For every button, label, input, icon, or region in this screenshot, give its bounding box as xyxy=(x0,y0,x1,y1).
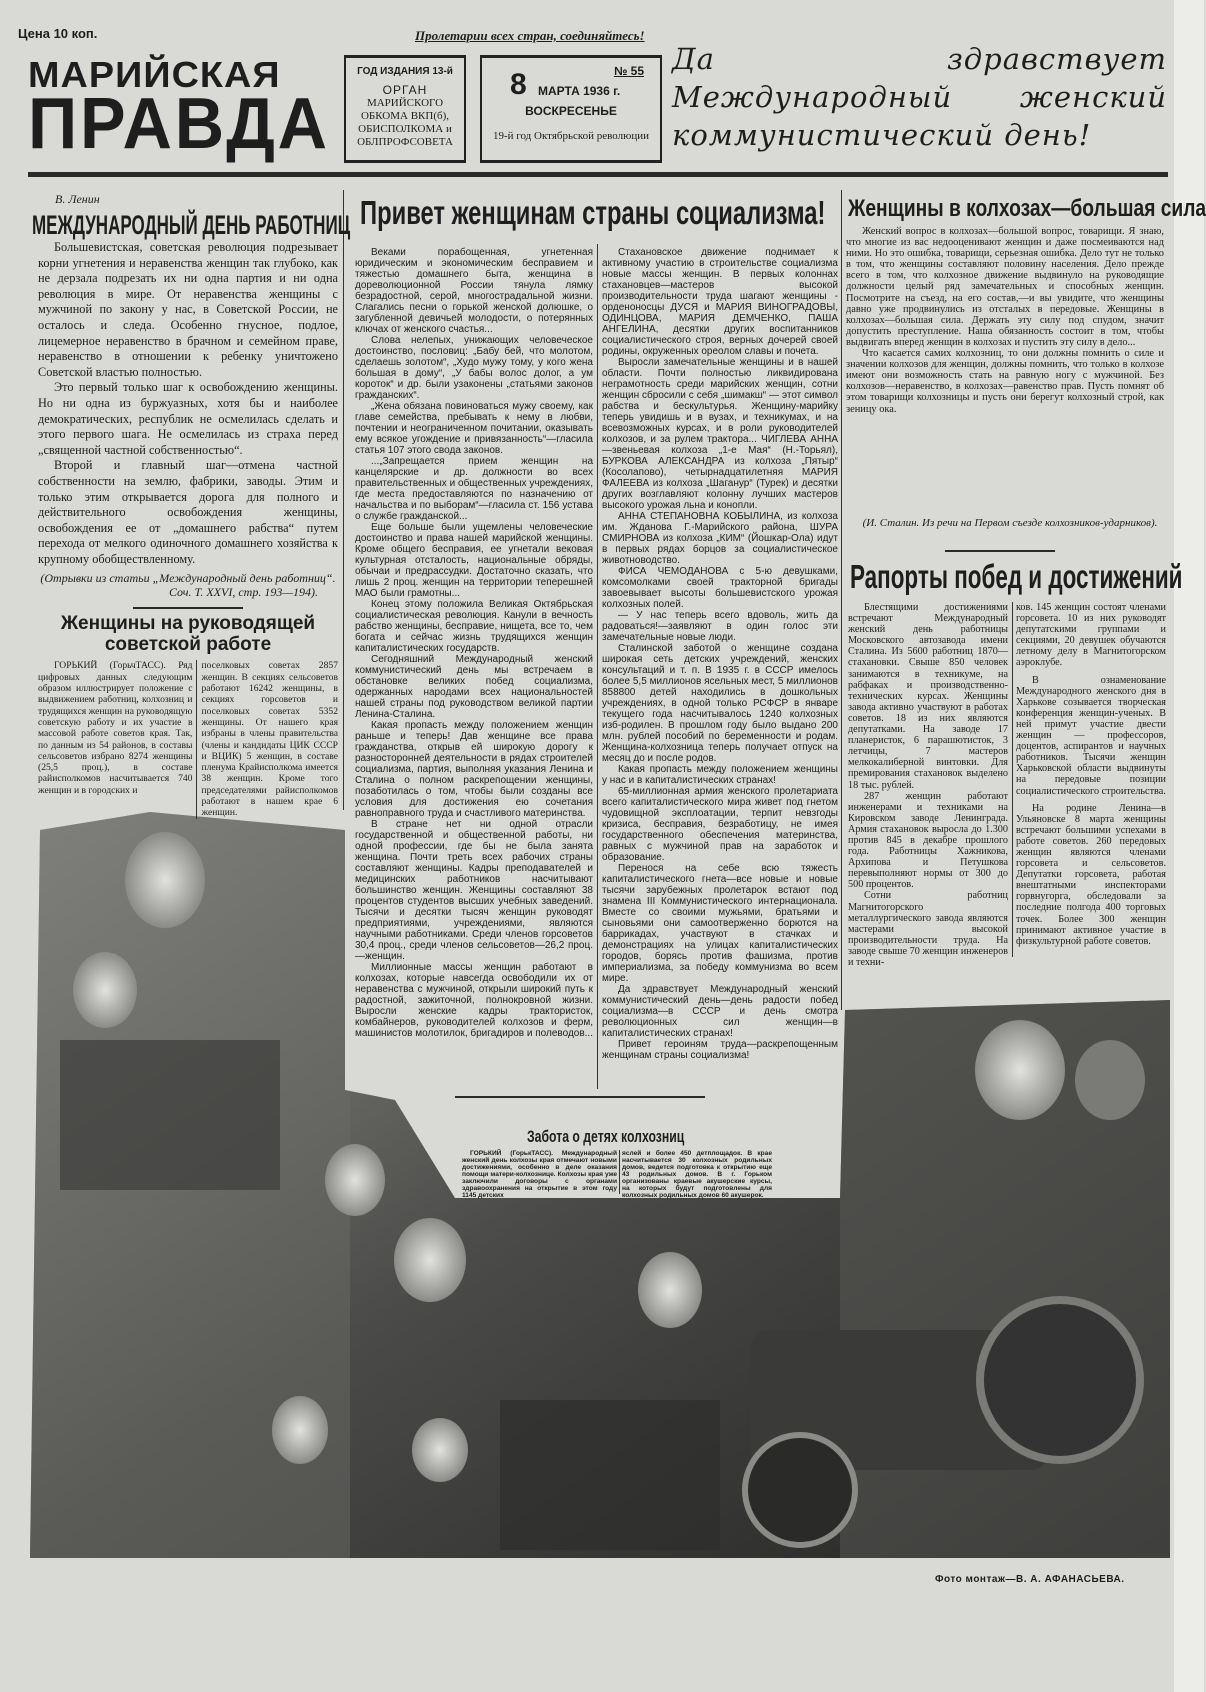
column-divider xyxy=(1012,602,1013,957)
paragraph: В ознаменование Международного женского дня в Харькове созывается творческая конференция женщин-ученых. В ней примут участие двести женщин — профессоров, доцентов, аспирантов и научных работников. Тысячи женщин Харьковской области выдвинуты на передовые позиции социалистического строительства. xyxy=(1016,674,1166,797)
paragraph: Какая пропасть между положением женщин раньше и теперь! Дав женщине все права гражданства, открыв ей широкую дорогу к разносторонней деятельности в рядах строителей социализма, партия, выполняя указания Ленина и Сталина о полном раскрепощении женщины, позаботилась о том, чтобы были созданы все условия для достижения ею сочетания равноправного труда и счастливого материнства. xyxy=(355,720,593,819)
column-divider xyxy=(343,190,344,810)
photo-credit: Фото монтаж—В. А. АФАНАСЬЕВА. xyxy=(935,1574,1125,1585)
divider xyxy=(455,1096,705,1098)
children-article-col1 xyxy=(462,1150,617,1199)
paragraph: АННА СТЕПАНОВНА КОБЫЛИНА, из колхоза им. Жданова Г.-Марийского района, ШУРА СМИРНОВА из колхоза „КИМ“ (Йошкар-Ола) идут в первых рядах борцов за социалистическое животноводство. xyxy=(602,511,838,566)
paragraph: Сегодняшний Международный женский коммунистический день мы встречаем в обстановке великих побед социализма, одержанных народами всех национальностей нашей страны под руководством великой партии Ленина-Сталина. xyxy=(355,654,593,720)
leaders-article-col1 xyxy=(38,660,197,818)
paragraph: Перенося на себе всю тяжесть капиталистического гнета—все новые и новые тысячи зарубежных пролетарок встают под знамена III Коммунистического интернационала. Вместе со своими мужьями, братьями и сыновьями они самоотверженно борются на баррикадах, участвуют в стачках и демонстрациях на улицах капиталистических городов, борясь против фашизма, против империализма, за победу коммунизма во всем мире. xyxy=(602,863,838,984)
masthead-bottom: ПРАВДА xyxy=(28,84,330,164)
year-of-issue: ГОД ИЗДАНИЯ 13-й xyxy=(357,66,453,77)
divider xyxy=(945,550,1055,552)
price: Цена 10 коп. xyxy=(18,26,98,41)
paragraph: Да здравствует Международный женский коммунистический день—день радости побед социализма—в СССР и день смотра революционных сил женщин—в капиталистических странах! xyxy=(602,984,838,1039)
greeting-article-col2 xyxy=(602,247,838,1089)
article-author: В. Ленин xyxy=(55,192,100,206)
children-article-col2 xyxy=(622,1150,772,1199)
lenin-article-title: МЕЖДУНАРОДНЫЙ ДЕНЬ РАБОТНИЦ xyxy=(32,210,351,240)
weekday: ВОСКРЕСЕНЬЕ xyxy=(525,104,617,118)
organ-line: ОБКОМА ВКП(б), xyxy=(360,110,450,122)
paragraph: Выросли замечательные женщины и в нашей области. Почти полностью ликвидирована неграмотность среди марийских женщин, сотни женщин сбросили с себя „шимакш“ — этот символ рабства и бескультурья. Женщину-марийку теперь увидишь и в вузах, и техникумах, и на всевозможных курсах, и в роли руководителей колхозов, и за рулем трактора... ЧИГЛЕВА АННА—звеньевая колхоза „1-е Мая“ (Н.-Торьял), БУРКОВА АЛЕКСАНДРА из колхоза „Пятыр“ (Косолапово), четырнадцатилетняя МАРИЯ ФАЛЕЕВА из колхоза „Шаганур“ (Турек) и десятки других возглавляют колонну лучших мастеров высокого урожая льна и конопли. xyxy=(602,357,838,511)
organ-line: ОБЛПРОФСОВЕТА xyxy=(357,136,453,148)
stalin-citation: (И. Сталин. Из речи на Первом съезде колхозников-ударников). xyxy=(862,517,1158,529)
header-slogan: Да здравствует Международный женский коммунистический день! xyxy=(672,42,1167,152)
paragraph: „Жена обязана повиноваться мужу своему, как главе семейства, пребывать к нему в любви, почтении и неограниченном почитании, оказывать ему всякое угождение и привязанность“—гласила статья 107 этого свода законов. xyxy=(355,401,593,456)
paragraph: ФИСА ЧЕМОДАНОВА с 5-ю девушками, комсомолками своей тракторной бригады завоевывает высоты большевистского урожая колхозных полей. xyxy=(602,566,838,610)
title-line: советской работе xyxy=(104,634,272,656)
reports-article-col2 xyxy=(1016,602,1166,957)
citation-line: Соч. Т. XXVI, стр. 193—194). xyxy=(168,585,318,600)
paragraph: В стране нет ни одной отрасли государственной и общественной работы, ни одной профессии, где бы не была занята женщина. Почти треть всех рабочих страны составляют женщины. Кадры преподавателей и медицинских работников насчитывают большинство женщин. Женщины составляют 38 процентов студентов высших учебных заведений. Тысячи и десятки тысяч женщин руководят предприятиями, учреждениями, являются научными работниками. Среди членов горсоветов 30,4 проц., среди членов сельсоветов—26,2 проц.—женщин. xyxy=(355,819,593,962)
organ-line: ОРГАН xyxy=(382,83,428,97)
greeting-article-col1 xyxy=(355,247,593,1089)
paragraph: ...„Запрещается прием женщин на канцелярские и др. должности во всех правительственных и общественных учреждениях, где места предоставляются по назначению от начальства и по выборам“—гласила ст. 156 устава о службе гражданской... xyxy=(355,456,593,522)
paragraph: Какая пропасть между положением женщины у нас и в капиталистических странах! xyxy=(602,764,838,786)
lenin-article-body xyxy=(38,240,338,567)
paragraph: Сталинской заботой о женщине создана широкая сеть детских учреждений, женских консультаций и т. п. В 1935 г. в СССР имелось более 5,5 миллионов ясельных мест, 5 миллионов 858800 детей находились в дошкольных учреждениях, в одной только РСФСР в январе текущего года насчитывалось 1240 колхозных изб-родилен. В прошлом году было выдано 200 млн. рублей пособий по беременности и родам. Женщина-колхозница теперь получает отпуск на месяц до и после родов. xyxy=(602,643,838,764)
paragraph: Веками порабощенная, угнетенная юридическим и экономическим бесправием и тяжестью домашнего быта, женщина в дореволюционной России тянула лямку безрадостной, серой, многострадальной жизни. Слагались песни о горькой женской долюшке, о загубленной девичьей молодости, о потерянных ключах от женского счастья... xyxy=(355,247,593,335)
greeting-article-title: Привет женщинам страны социализма! xyxy=(360,194,826,231)
children-article-title: Забота о детях колхозниц xyxy=(527,1127,685,1146)
paragraph: ГОРЬКИЙ (ГорьчТАСС). Ряд цифровых данных следующим образом иллюстрирует положение с выдвижением работниц, колхозниц и трудящихся женщин на руководящую советскую работу и их участие в массовой работе советов края. Так, по данным из 54 районов, в составы сельсоветов избрано 8274 женщины (25,5 проц.), в составе райисполкомов насчитывается 740 женщин и в городских и xyxy=(38,660,193,796)
left-column xyxy=(32,192,351,819)
paragraph: Сотни работниц Магнитогорского металлургического завода являются мастерами высокой производительности труда. На заводе свыше 70 женщин инженеров и техни- xyxy=(848,890,1008,968)
paragraph: Большевистская, советская революция подрезывает корни угнетения и неравенства женщин так глубоко, как не дерзала подрезать их ни одна партия и ни одна революция в мире. От неравенства женщины с мужчиной по закону у нас, в Советской России, не осталось и следа. Особенно гнусное, подлое, лицемерное неравенство в брачном и семейном праве, неравенство в отношении к ребенку уничтожено Советской властью полностью. xyxy=(38,240,338,379)
revolution-year: 19-й год Октябрьской революции xyxy=(492,130,650,142)
leaders-article-title xyxy=(38,613,338,655)
paragraph: Женский вопрос в колхозах—большой вопрос, товарищи. Я знаю, что многие из вас недооценивают женщин и даже посмеиваются над ними. Но это ошибка, товарищи, серьезная ошибка. Дело тут не только в том, что женщины составляют половину населения. Дело прежде всего в том, что колхозное движение выдвинуло на руководящие должности целый ряд замечательных и способных женщин. Посмотрите на съезд, на его состав,—и вы увидите, что женщины давно уже продвинулись из отсталых в передовые. Женщины в колхозах—большая сила. Держать эту силу под спудом, значит допустить преступление. Наша обязанность состоит в том, чтобы выдвигать вперед женщин в колхозах и пустить эту силу в дело... xyxy=(846,226,1164,348)
paragraph: ГОРЬКИЙ (ГорькТАСС). Международный женский день колхозы края отмечают новыми достижениями, особенно в деле оказания помощи матери-колхознице. Колхозы края уже заключили договоры с органами здравоохранения на открытие в этом году 1145 детских xyxy=(462,1150,617,1199)
paragraph: На родине Ленина—в Ульяновске 8 марта женщины встречают большими успехами в работе советов. 260 передовых женщин являются членами горсовета и сельсоветов. Депутатки горсовета, работая внештатными инспекторами горвнугорга, обследовали за последние полгода 400 торговых точек. Более 300 женщин принимают активное участие в физкультурной работе советов. xyxy=(1016,802,1166,947)
motto: Пролетарии всех стран, соединяйтесь! xyxy=(415,28,645,43)
paragraph: Стахановское движение поднимает к активному участию в строительстве социализма новые массы женщин. В первых колоннах стахановцев—мастеров высокой производительности труда шагают женщины - орденоносцы ДУСЯ и МАРИЯ ВИНОГРАДОВЫ, ОДИНЦОВА, МАРИЯ ДЕМЧЕНКО, ПАША АНГЕЛИНА, десятки других воспитанников социалистического строя, верных дочерей своей родины, окруженных ореолом славы и почета. xyxy=(602,247,838,357)
column-divider xyxy=(619,1150,620,1194)
reports-article-col1 xyxy=(848,602,1008,968)
publication-info-box xyxy=(344,55,466,163)
divider xyxy=(133,607,243,609)
date-box xyxy=(480,55,662,163)
paragraph: 65-миллионная армия женского пролетариата всего капиталистического мира живет под гнетом чудовищной эксплоатации, терпит невзгоды кризиса, бесправия, безработицу, не имея государственного обеспечения материнства, равных с мужчиной прав на заработок и образование. xyxy=(602,786,838,863)
stalin-article-title: Женщины в колхозах—большая сила xyxy=(848,195,1206,222)
paragraph: — У нас теперь всего вдоволь, жить да радоваться!—заявляют в один голос эти замечательные новые люди. xyxy=(602,610,838,643)
leaders-article-col2 xyxy=(197,660,338,818)
leaders-article-columns xyxy=(38,660,338,818)
stalin-article-body xyxy=(846,226,1164,514)
date-day: 8 xyxy=(510,68,527,101)
paragraph: ков. 145 женщин состоят членами горсовета. 10 из них руководят депутатскими группами и секциями, 20 девушек обучаются летному делу в Магнитогорском аэроклубе. xyxy=(1016,602,1166,669)
title-line: Женщины на руководящей xyxy=(60,613,316,635)
date-month-year: МАРТА 1936 г. xyxy=(538,84,621,98)
paragraph: Что касается самих колхозниц, то они должны помнить о силе и значении колхозов для женщин, должны помнить, что только в колхозе имеют они возможность стать на равную ногу с мужчиной. Без колхозов—неравенство, в колхозах—равенство прав. Пусть помнят об этом товарищи колхозницы и пусть они берегут колхозный строй, как зеницу ока. xyxy=(846,348,1164,415)
paragraph: Конец этому положила Великая Октябрьская социалистическая революция. Канули в вечность рабство женщины, бесправие, нищета, все то, чем богата и сейчас жизнь трудящихся женщин капиталистических государств. xyxy=(355,599,593,654)
lenin-citation xyxy=(38,571,338,599)
column-divider xyxy=(597,244,598,1089)
masthead-top: МАРИЙСКАЯ xyxy=(28,54,281,95)
paragraph: 287 женщин работают инженерами и техниками на Кировском заводе Ленинграда. Армия стахановок выросла до 1.300 против 845 в декабре прошлого года. Работницы Хажникова, Архипова и Петушкова перевыполняют нормы от 300 до 500 процентов. xyxy=(848,790,1008,891)
column-divider xyxy=(841,190,842,1010)
paragraph: Миллионные массы женщин работают в колхозах, которые навсегда освободили их от неравенства с мужчиной, открыли широкий путь к радостной, зажиточной, полнокровной жизни. Выросли женские кадры трактористок, комбайнеров, руководителей колхозов и ферм, машинистов молотилок, бригадиров и полеводов... xyxy=(355,962,593,1039)
paragraph: Слова нелепых, унижающих человеческое достоинство, пословиц: „Бабу бей, что молотом, сделаешь золотом“, „Худо мужу тому, у кого жена большая в дому“, „У бабы волос долог, а ум короток“ и др. были узаконены „статьями законов гражданских“. xyxy=(355,335,593,401)
reports-article-title: Рапорты побед и достижений xyxy=(850,558,1183,595)
paragraph: Блестящими достижениями встречают Международный женский день работницы Московского автозавода имени Сталина. Из 5600 работниц 1870—стахановки. Свыше 850 человек занимаются в техникуме, на рабфаках и производственно-технических курсах. Женщины завода активно участвуют в работах советов. 18 из них являются депутатками. На заводе 17 планеристок, 6 парашютисток, 3 летчицы, 7 мастеров мелкокалиберной винтовки. Для премирования стахановок выделено 18 тыс. рублей. xyxy=(848,602,1008,791)
paragraph: Еще больше были ущемлены человеческие достоинство и права нашей марийской женщины. Кроме общего бесправия, ее угнетали вековая культурная отсталость, национальные обряды, обычаи и предрассудки. Достаточно сказать, что лишь 2 проц. женщин на территории теперешней МАО были грамотны... xyxy=(355,522,593,599)
header-rule xyxy=(28,172,1168,177)
issue-number: № 55 xyxy=(613,64,644,78)
paragraph: Это первый только шаг к освобождению женщины. Но ни одна из буржуазных, хотя бы и наиболее демократических, республик не осмелилась сделать и этого первого шага. Не осмелилась из страха перед „священной частной собственностью“. xyxy=(38,380,338,457)
citation-line: (Отрывки из статьи „Международный день работниц“. xyxy=(40,571,336,586)
organ-line: ОБИСПОЛКОМА и xyxy=(358,123,452,135)
paragraph: Второй и главный шаг—отмена частной собственности на землю, фабрики, заводы. Этим и только этим открывается дорога для полного и действительного освобождения женщины, освобождения ее от „домашнего рабства“ путем перехода от мелкого одиночного домашнего хозяйства к крупному обобществленному. xyxy=(38,458,338,566)
paragraph: Привет героиням труда—раскрепощенным женщинам страны социализма! xyxy=(602,1039,838,1061)
lenin-article-title-wrap xyxy=(32,208,351,240)
organ-line: МАРИЙСКОГО xyxy=(366,97,444,109)
paragraph: яслей и более 450 детплощадок. В крае насчитывается 30 колхозных родильных домов, ведется подготовка к открытию еще 43 родильных домов. В г. Горьком организованы краевые акушерские курсы, на которых будут подготовлены для колхозных родильных домов 60 акушерок. xyxy=(622,1150,772,1199)
paragraph: поселковых советах 2857 женщин. В секциях сельсоветов работают 16242 женщины, в секциях горсоветов и поселковых советах 5352 женщины. От нашего края избраны в члены правительства (члены и кандидаты ЦИК СССР и ВЦИК) 5 женщин, в составе пленума Крайисполкома имеется 38 женщин. Кроме того председателями райисполкомов работают в нашем крае 6 женщин. xyxy=(201,660,338,819)
